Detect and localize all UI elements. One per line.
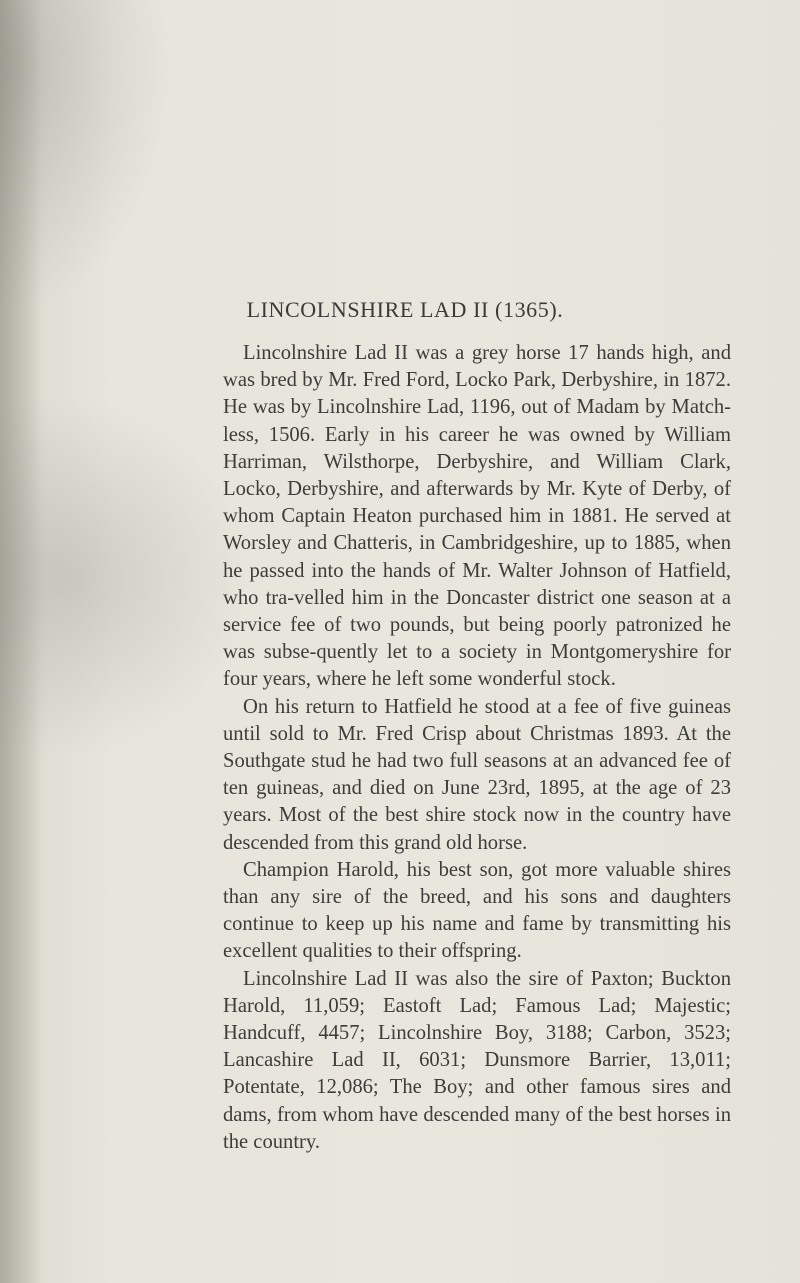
paragraph-3: Champion Harold, his best son, got more valuable shires than any sire of the breed, and his sons and daughters continue to keep up his name and fame by transmitting his excellent qualities to their offspring. [223,858,731,963]
book-gutter-shadow [0,0,42,1283]
paragraph-4: Lincolnshire Lad II was also the sire of Paxton; Buckton Harold, 11,059; Eastoft Lad; Famous Lad; Majestic; Handcuff, 4457; Lincolnshire Boy, 3188; Carbon, 3523; Lancashire Lad II, 6031; Dunsmore Barrier, 13,011; Potentate, 12,086; The Boy; and other famous sires and dams, from whom have descended many of the best horses in the country. [223,967,731,1153]
paragraph-1: Lincolnshire Lad II was a grey horse 17 hands high, and was bred by Mr. Fred Ford, Locko Park, Derbyshire, in 1872. He was by Lincolnshire Lad, 1196, out of Madam by Match-less, 1506. Early in his career he was owned by William Harriman, Wilsthorpe, Derbyshire, and William Clark, Locko, Derbyshire, and afterwards by Mr. Kyte of Derby, of whom Captain Heaton purchased him in 1881. He served at Worsley and Chatteris, in Cambridgeshire, up to 1885, when he passed into the hands of Mr. Walter Johnson of Hatfield, who tra-velled him in the Doncaster district one season at a service fee of two pounds, but being poorly patronized he was subse-quently let to a society in Montgomeryshire for four years, where he left some wonderful stock. [223,342,731,691]
paragraph-2: On his return to Hatfield he stood at a fee of five guineas until sold to Mr. Fred Crisp about Christmas 1893. At the Southgate stud he had two full seasons at an advanced fee of ten guineas, and died on June 23rd, 1895, at the age of 23 years. Most of the best shire stock now in the country have descended from this grand old horse. [223,695,731,854]
article-body [223,340,731,1156]
page-title: LINCOLNSHIRE LAD II (1365). [246,297,564,322]
